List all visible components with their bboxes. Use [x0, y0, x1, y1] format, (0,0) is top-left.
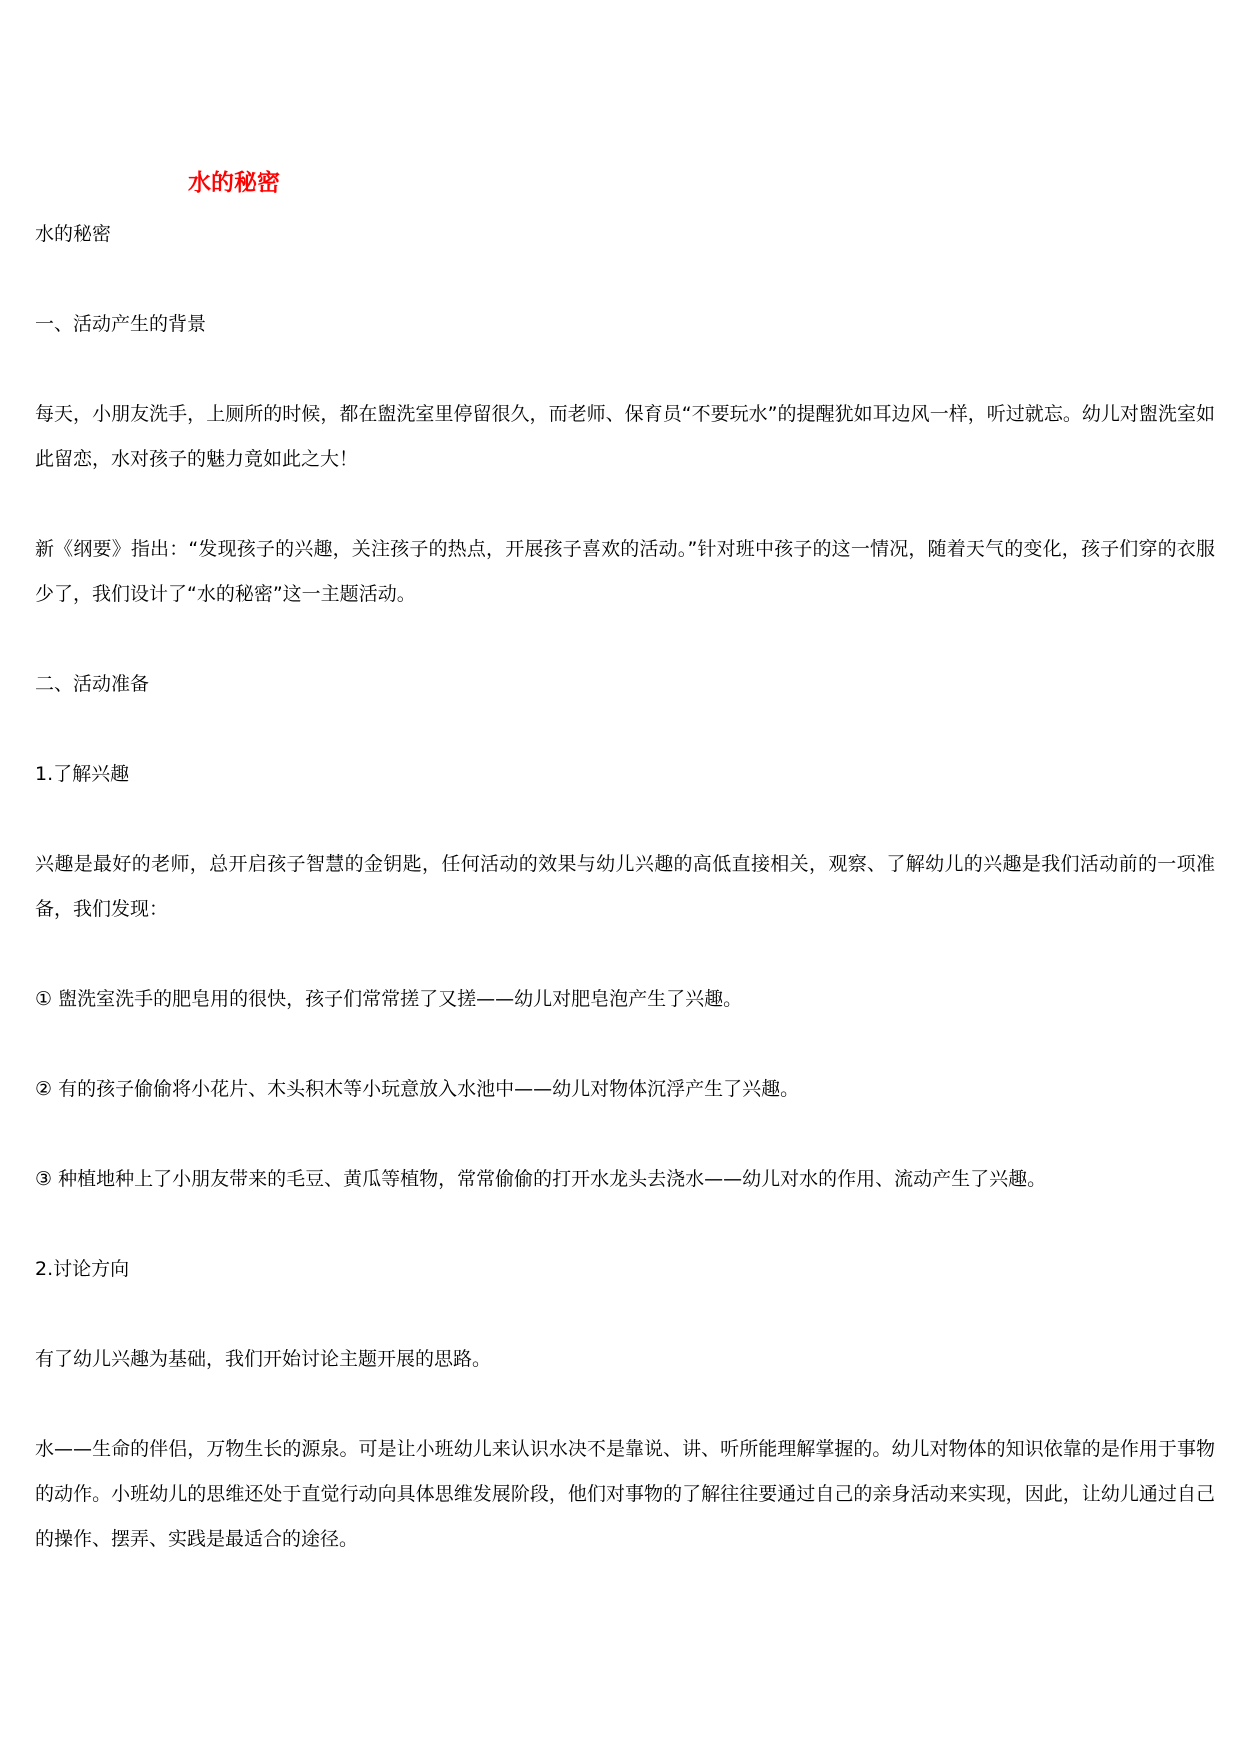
section-heading-preparation: 二、活动准备	[35, 673, 150, 695]
subheading-discussion: 2.讨论方向	[35, 1258, 130, 1280]
document-subtitle: 水的秘密	[35, 223, 112, 245]
list-item-floating: ② 有的孩子偷偷将小花片、木头积木等小玩意放入水池中——幼儿对物体沉浮产生了兴趣。	[35, 1078, 800, 1100]
list-item-watering: ③ 种植地种上了小朋友带来的毛豆、黄瓜等植物，常常偷偷的打开水龙头去浇水——幼儿对水的作用、流动产生了兴趣。	[35, 1168, 1047, 1190]
paragraph-discussion-intro: 有了幼儿兴趣为基础，我们开始讨论主题开展的思路。	[35, 1348, 492, 1370]
paragraph-background-2: 新《纲要》指出：“发现孩子的兴趣，关注孩子的热点，开展孩子喜欢的活动。”针对班中孩子的这一情况，随着天气的变化，孩子们穿的衣服少了，我们设计了“水的秘密”这一主题活动。	[35, 538, 1215, 605]
subheading-understand-interest: 1.了解兴趣	[35, 763, 130, 785]
section-heading-background: 一、活动产生的背景	[35, 313, 207, 335]
paragraph-interest: 兴趣是最好的老师，总开启孩子智慧的金钥匙，任何活动的效果与幼儿兴趣的高低直接相关，观察、了解幼儿的兴趣是我们活动前的一项准备，我们发现：	[35, 853, 1215, 920]
document-title: 水的秘密	[188, 170, 280, 196]
paragraph-discussion-body: 水——生命的伴侣，万物生长的源泉。可是让小班幼儿来认识水决不是靠说、讲、听所能理解掌握的。幼儿对物体的知识依靠的是作用于事物的动作。小班幼儿的思维还处于直觉行动向具体思维发展阶段，他们对事物的了解往往要通过自己的亲身活动来实现，因此，让幼儿通过自己的操作、摆弄、实践是最适合的途径。	[35, 1438, 1215, 1550]
list-item-soap: ① 盥洗室洗手的肥皂用的很快，孩子们常常搓了又搓——幼儿对肥皂泡产生了兴趣。	[35, 988, 743, 1010]
paragraph-background-1: 每天，小朋友洗手，上厕所的时候，都在盥洗室里停留很久，而老师、保育员“不要玩水”的提醒犹如耳边风一样，听过就忘。幼儿对盥洗室如此留恋，水对孩子的魅力竟如此之大！	[35, 403, 1215, 470]
